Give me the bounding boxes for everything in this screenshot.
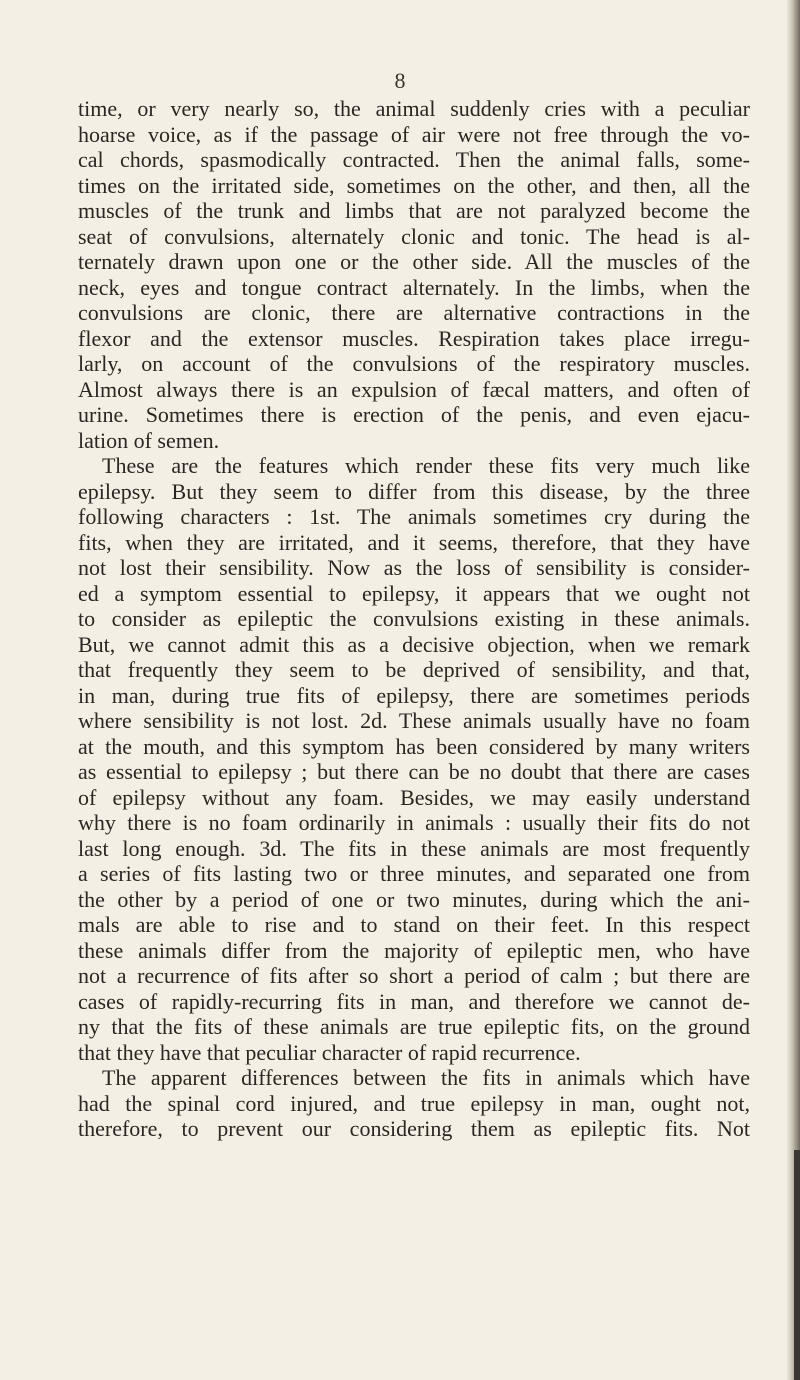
text-line: convulsions are clonic, there are alternative contractions in the (78, 300, 750, 325)
text-line: But, we cannot admit this as a decisive objection, when we remark (78, 631, 750, 657)
text-line: of epilepsy without any foam. Besides, we may easily understand (78, 784, 750, 810)
text-line: hoarse voice, as if the passage of air were not free through the vo- (78, 121, 750, 147)
text-line: following characters : 1st. The animals sometimes cry during the (78, 504, 750, 529)
text-line: to consider as epileptic the convulsions existing in these animals. (78, 606, 750, 631)
text-line: ternately drawn upon one or the other side. All the muscles of the (78, 249, 750, 274)
text-line: the other by a period of one or two minutes, during which the ani- (78, 886, 750, 912)
text-line: at the mouth, and this symptom has been considered by many writers (78, 733, 750, 759)
text-line: larly, on account of the convulsions of the respiratory muscles. (78, 351, 750, 376)
text-line: The apparent differences between the fits in animals which have (102, 1065, 750, 1090)
text-line: mals are able to rise and to stand on their feet. In this respect (78, 912, 750, 937)
page-number: 8 (394, 68, 406, 93)
text-line: neck, eyes and tongue contract alternately. In the limbs, when the (78, 274, 750, 300)
text-line: where sensibility is not lost. 2d. These animals usually have no foam (78, 708, 750, 733)
text-line: not lost their sensibility. Now as the loss of sensibility is consider- (78, 555, 750, 580)
text-line: Almost always there is an expulsion of fæcal matters, and often of (78, 376, 750, 402)
text-line: why there is no foam ordinarily in animals : usually their fits do not (78, 810, 750, 835)
text-line: had the spinal cord injured, and true epilepsy in man, ought not, (78, 1090, 750, 1116)
text-line: last long enough. 3d. The fits in these animals are most frequently (78, 835, 750, 861)
text-line: not a recurrence of fits after so short a period of calm ; but there are (78, 963, 750, 988)
text-line: as essential to epilepsy ; but there can be no doubt that there are cases (78, 759, 750, 784)
text-line: epilepsy. But they seem to differ from this disease, by the three (78, 478, 750, 504)
text-line: in man, during true fits of epilepsy, there are sometimes periods (78, 682, 750, 708)
text-line: ed a symptom essential to epilepsy, it appears that we ought not (78, 580, 750, 606)
text-line: these animals differ from the majority of epileptic men, who have (78, 937, 750, 963)
text-line: lation of semen. (78, 427, 220, 453)
text-line: cases of rapidly-recurring fits in man, and therefore we cannot de- (78, 988, 750, 1014)
text-line: urine. Sometimes there is erection of the penis, and even ejacu- (78, 402, 750, 427)
text-line: that they have that peculiar character of rapid recurrence. (78, 1039, 581, 1065)
text-line: seat of convulsions, alternately clonic and tonic. The head is al- (78, 223, 750, 249)
text-line: that frequently they seem to be deprived of sensibility, and that, (78, 657, 750, 682)
text-line: cal chords, spasmodically contracted. Then the animal falls, some- (78, 147, 750, 172)
text-line: time, or very nearly so, the animal suddenly cries with a peculiar (78, 96, 750, 121)
text-line: times on the irritated side, sometimes on the other, and then, all the (78, 172, 750, 198)
text-line: ny that the fits of these animals are true epileptic fits, on the ground (78, 1014, 750, 1039)
body-text (78, 96, 750, 1142)
text-line: fits, when they are irritated, and it seems, therefore, that they have (78, 529, 750, 555)
text-line: These are the features which render these fits very much like (102, 453, 750, 478)
text-line: a series of fits lasting two or three minutes, and separated one from (78, 861, 750, 886)
text-line: flexor and the extensor muscles. Respiration takes place irregu- (78, 325, 750, 351)
page-edge-dark (794, 1150, 800, 1380)
text-line: therefore, to prevent our considering them as epileptic fits. Not (78, 1116, 750, 1141)
text-line: muscles of the trunk and limbs that are not paralyzed become the (78, 198, 750, 223)
